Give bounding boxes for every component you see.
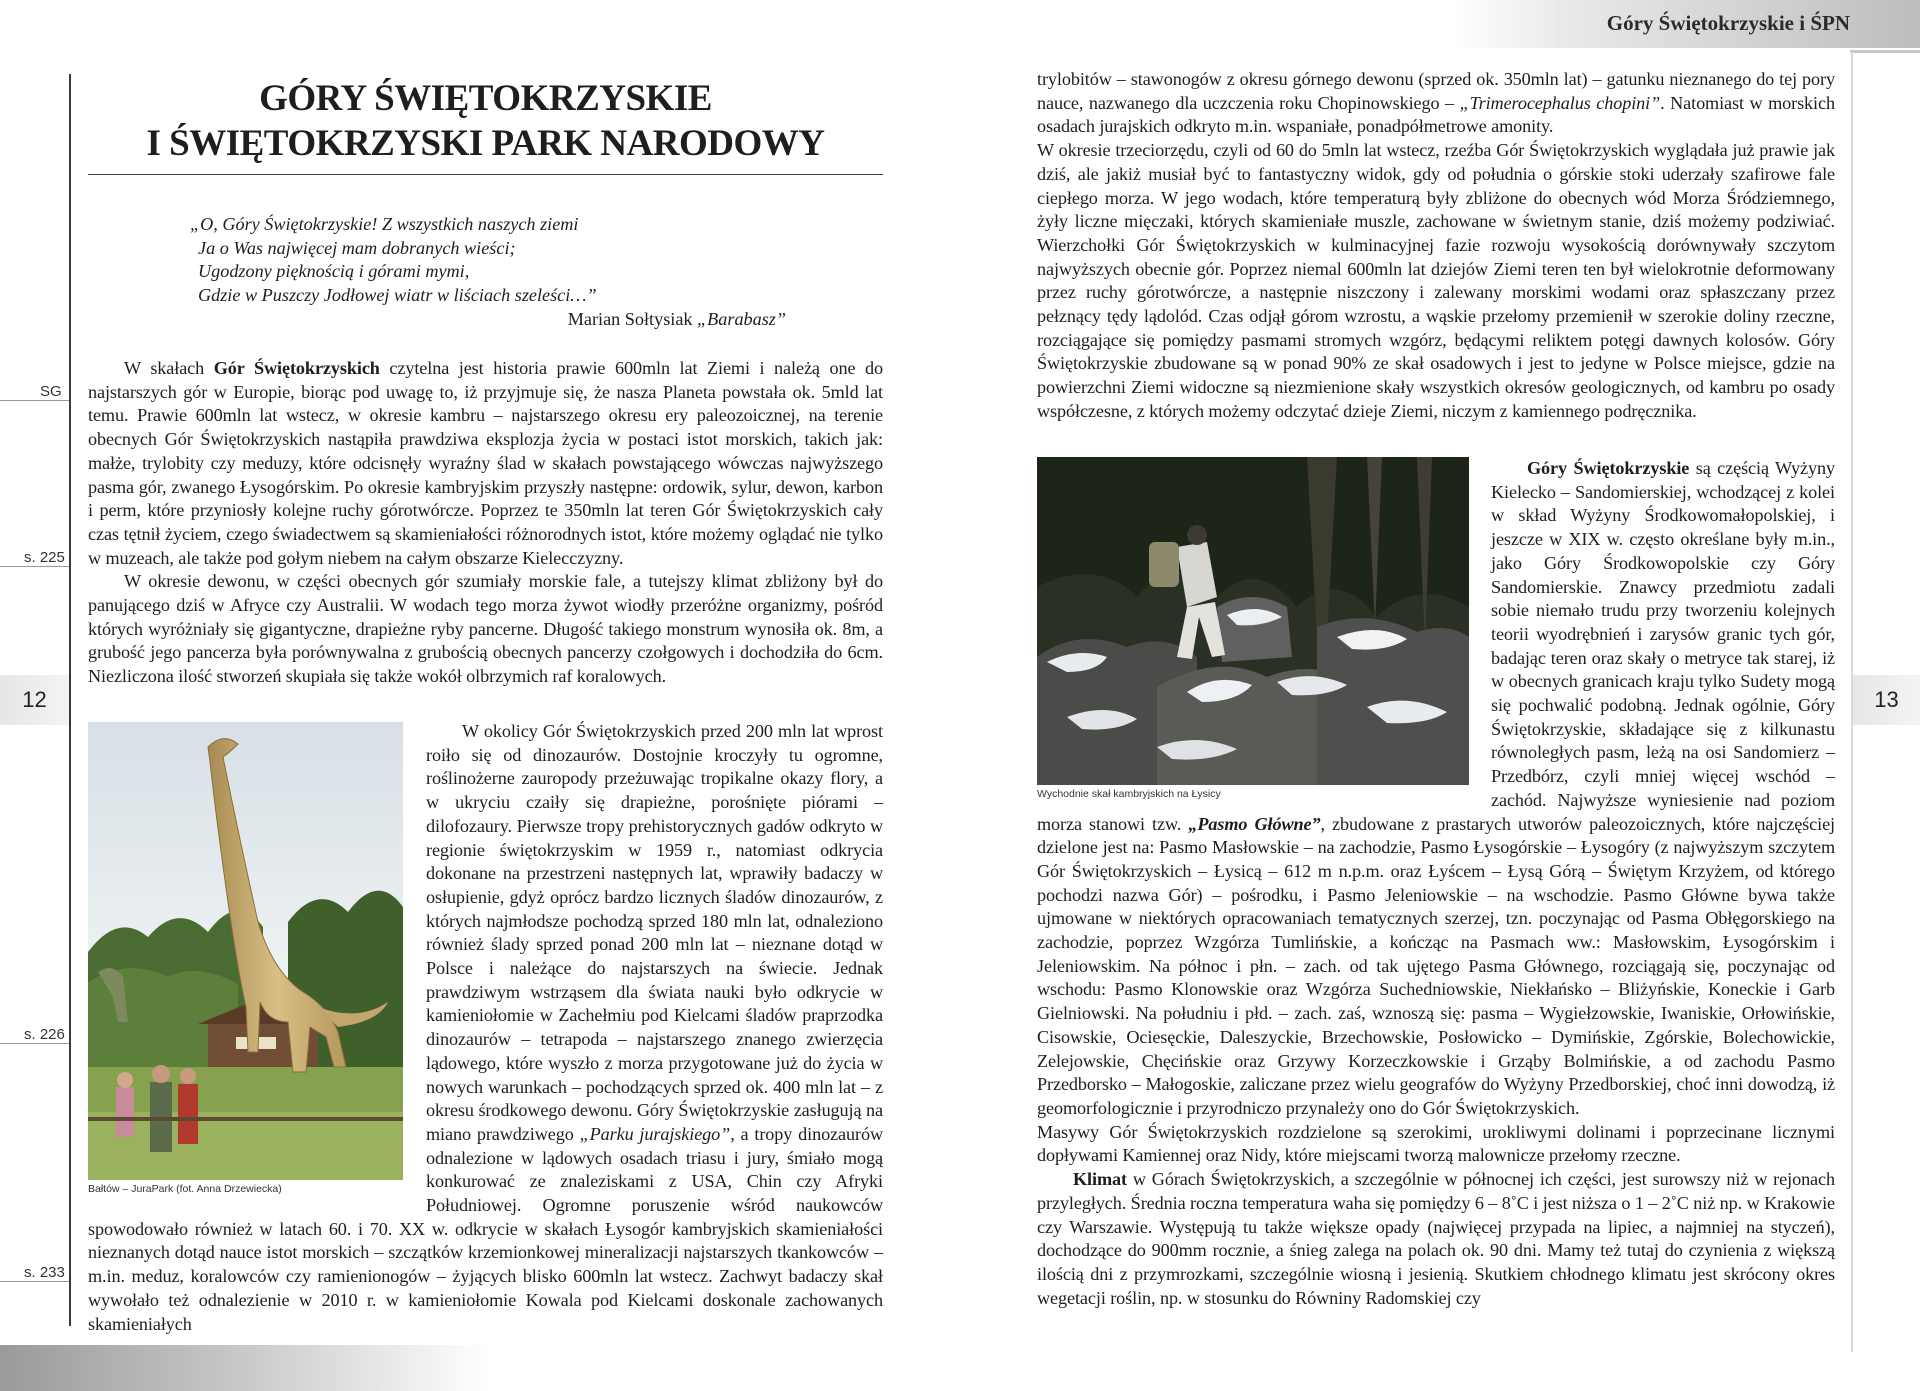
title-underline bbox=[88, 174, 883, 175]
epigraph bbox=[190, 213, 790, 332]
paragraph-left-2: W okresie dewonu, w części obecnych gór szumiały morskie fale, a tutejszy klimat zbliżony był do panującego dziś w Afryce czy Australii. W wodach tego morza żywot wiodły przeróżne organizmy, pośród których wyróżniały się gigantyczne, drapieżne ryby pancerne. Długość takiego monstrum wynosiła ok. 8m, a grubość jego pancerza była porównywalna z grubością obecnych pancerzy czołgowych i dochodziła do 6cm. Niezliczona ilość stworzeń skupiała się także wokół olbrzymich raf koralowych. bbox=[88, 571, 883, 687]
emphasis: Góry Świętokrzyskie bbox=[1527, 458, 1690, 478]
paragraph-right-3: Góry Świętokrzyskie są częścią Wyżyny Kielecko – Sandomierskiej, wchodzącej z kolei w skład Wyżyny Środkowomałopolskiej, i jeszcze w XIX w. często określane były m.in., jako Góry Środkowopolskie czy Góry Sandomierskie. Znawcy przedmiotu zadali sobie niemało trudu przy tworzeniu kolejnych teorii wyodrębnień i zarysów granic tych gór, badając teren oraz skały o metryce tak starej, iż w obecnych granicach kraju tylko Sudety mogą się pochwalić podobną. Jednak ogólnie, Góry Świętokrzyskie, składające się z kilkunastu równoległych pasm, leżą na osi Sandomierz – Przedbórz, czyli mniej więcej wschód – zachód. Najwyższe wyniesienie nad poziom morza stanowi tzw. „Pasmo Główne”, zbudowane z prastarych utworów paleozoicznych, które najczęściej dzielone jest na: Pasmo Masłowskie – na zachodzie, Pasmo Łysogórskie – Łysogóry (z najwyższym szczytem Gór Świętokrzyskich – Łysicą – 612 m n.p.m. oraz Łyścem – Łysą Górą – Świętym Krzyżem, od którego pochodzi nazwa Gór) – pośrodku, i Pasmo Jeleniowskie – na wschodzie. Pasmo Główne bywa także ujmowane w niektórych opracowaniach tematycznych szerzej, tzn. poczynając od Pasma Obłęgorskiego na zachodzie, poprzez Wzgórza Tumlińskie, a kończąc na Pasmach ww.: Masłowskim, Łysogórskim i Jeleniowskim. Na północ i płn. – zach. od tak ujętego Pasma Głównego, rozciągają się, poczynając od wschodu: Pasmo Klonowskie oraz Wzgórza Suchedniowskie, Niekłańsko – Bliżyńskie, Koneckie i Garb Gielniowski. Na południu i płd. – zach. zaś, wznoszą się: pasma – Wygiełzowskie, Iwaniskie, Orłowińskie, Cisowskie, Ociesęckie, Daleszyckie, Brzechowskie, Posłowicko – Dymińskie, Zgórskie, Bolechowickie, Zelejowskie, Chęcińskie oraz Grzywy Korzeczkowskie i Grząby Bolmińskie, a od zachodu Pasmo Przedborsko – Małogoskie, zaliczane przez wielu geografów do Wyżyny Przedborskiej, choć inni dowodzą, iż geomorfologicznie i przyrodniczo przynależy ono do Gór Świętokrzyskich. bbox=[1037, 458, 1835, 1118]
epigraph-line: Ugodzony pięknością i górami mymi, bbox=[198, 261, 470, 282]
chapter-title-line2: I ŚWIĘTOKRZYSKI PARK NARODOWY bbox=[146, 123, 825, 164]
page-number-right: 13 bbox=[1853, 675, 1920, 725]
emphasis: Gór Świętokrzyskich bbox=[213, 358, 380, 378]
left-text-top bbox=[88, 357, 883, 689]
photo-figure-left bbox=[88, 722, 408, 1197]
paragraph-right-4: Masywy Gór Świętokrzyskich rozdzielone są szerokimi, urokliwymi dolinami i poprzecinane licznymi dopływami Kamiennej oraz Nidy, które miejscami tworzą malownicze przełomy rzeczne. bbox=[1037, 1121, 1835, 1166]
emphasis: Klimat bbox=[1073, 1169, 1127, 1190]
epigraph-author-name: Marian Sołtysiak bbox=[567, 308, 693, 329]
chapter-title-line1: GÓRY ŚWIĘTOKRZYSKIE bbox=[259, 78, 712, 119]
chapter-title bbox=[88, 76, 883, 166]
epigraph-line: „O, Góry Świętokrzyskie! Z wszystkich naszych ziemi bbox=[190, 214, 579, 234]
epigraph-author-alias: „Barabasz” bbox=[697, 308, 786, 329]
emphasis: „Trimerocephalus chopini” bbox=[1459, 92, 1661, 113]
margin-ref-s226: s. 226 bbox=[24, 1026, 65, 1043]
emphasis: „Parku jurajskiego” bbox=[579, 1123, 731, 1144]
header-rule bbox=[1850, 50, 1920, 53]
left-margin-rule bbox=[69, 74, 71, 1326]
margin-tick bbox=[0, 566, 69, 567]
paragraph-right-5: Klimat w Górach Świętokrzyskich, a szczególnie w północnej ich części, jest surowszy niż w rejonach przyległych. Średnia roczna temperatura waha się pomiędzy 6 – 8˚C i jest niższa o 1 – 2˚C niż np. w Krakowie czy Warszawie. Występują tu także większe opady (najwięcej przypada na lipiec, a najmniej na styczeń), dochodzące do 900mm rocznie, a śnieg zalega na polach ok. 90 dni. Mamy też tutaj do czynienia z większą ilością dni z przymrozkami, szczególnie wiosną i jesienią. Skutkiem chłodnego klimatu jest skrócony okres wegetacji roślin, np. w stosunku do Równiny Radomskiej czy bbox=[1037, 1169, 1835, 1308]
margin-ref-s233: s. 233 bbox=[24, 1264, 65, 1281]
running-title: Góry Świętokrzyskie i ŚPN bbox=[1606, 11, 1850, 35]
photo-figure-right bbox=[1037, 457, 1487, 807]
margin-tick bbox=[0, 400, 69, 401]
page-number-left: 12 bbox=[0, 675, 69, 725]
photo-jurapark bbox=[88, 722, 403, 1180]
footer-bar bbox=[0, 1345, 490, 1391]
paragraph-left-1: W skałach Gór Świętokrzyskich czytelna jest historia prawie 600mln lat Ziemi i należą one do najstarszych gór w Europie, biorąc pod uwagę to, iż przyjmuje się, że nasza Planeta powstała ok. 5mld lat temu. Prawie 600mln lat wstecz, w okresie kambru – najstarszego okresu ery paleozoicznej, na terenie obecnych Gór Świętokrzyskich nastąpiła prawdziwa eksplozja życia w postaci istot morskich, takich jak: małże, trylobity czy meduzy, które odcisnęły wyraźny ślad w skałach powstającego wówczas najwyższego pasma gór, zwanego Łysogórskim. Po okresie kambryjskim przyszły następne: ordowik, sylur, dewon, karbon i perm, które przyniosły kolejne ruchy górotwórcze. Poprzez te 350mln lat teren Gór Świętokrzyskich cały czas tętnił życiem, czego świadectwem są skamieniałości różnorodnych istot, które możemy oglądać nie tylko w muzeach, ale także pod gołym niebem na całym obszarze Kielecczyzny. bbox=[88, 358, 883, 568]
left-photo-block bbox=[88, 720, 883, 1336]
margin-ref-s225: s. 225 bbox=[24, 549, 65, 566]
dinosaur-park-image bbox=[88, 722, 403, 1180]
margin-ref-sg: SG bbox=[40, 383, 62, 400]
emphasis: „Pasmo Główne” bbox=[1188, 813, 1321, 834]
rock-field-image bbox=[1037, 457, 1469, 785]
paragraph-left-3: W okolicy Gór Świętokrzyskich przed 200 mln lat wprost roiło się od dinozaurów. Dostojnie kroczyły tu ogromne, roślinożerne zauropody przeżuwając tropikalne okazy flory, a w ukryciu czaiły się drapieżne, porośnięte piórami – dilofozaury. Pierwsze tropy prehistorycznych gadów odkryto w regionie świętokrzyskim w 1959 r., natomiast odkrycia dokonane na przestrzeni następnych lat, wprawiły badaczy w osłupienie, gdyż oprócz bardzo licznych śladów dinozaurów, z których najmłodsze pochodzą sprzed 180 mln lat, odnaleziono również ślady sprzed ponad 200 mln lat – nieznane dotąd w Polsce i należące do najstarszych na świecie. Jednak prawdziwym wstrząsem dla świata nauki było odkrycie w kamieniołomie w Zachełmiu pod Kielcami śladów praprzodka dinozaurów – tetrapoda – najstarszego znanego zwierzęcia lądowego, które wyszło z morza przygotowane już do życia w nowych warunkach – pochodzących sprzed ok. 400 mln lat – z okresu środkowego dewonu. Góry Świętokrzyskie zasługują na miano prawdziwego „Parku jurajskiego”, a tropy dinozaurów odnalezione w lądowych osadach triasu i jury, śmiało mogą konkurować ze znaleziskami z USA, Chin czy Afryki Południowej. Ogromne poruszenie wśród naukowców spowodowało również w latach 60. i 70. XX w. odkrycie w skałach Łysogór kambryjskich skamieniałości nieznanych dotąd nauce istot morskich – szczątków krzemionkowej mineralizacji najstarszych tkankowców – m.in. meduz, koralowców czy ramienionogów – żyjących blisko 600mln lat wstecz. Zachwyt badaczy skał wywołało też odnalezienie w 2010 r. w kamieniołomie Kowala pod Kielcami doskonale zachowanych skamieniałych bbox=[88, 721, 883, 1334]
margin-tick bbox=[0, 1281, 69, 1282]
photo-lysica bbox=[1037, 457, 1469, 785]
right-photo-block bbox=[1037, 457, 1835, 1310]
epigraph-line: Gdzie w Puszczy Jodłowej wiatr w liściach szeleści…” bbox=[198, 285, 597, 306]
paragraph-right-2: W okresie trzeciorzędu, czyli od 60 do 5mln lat wstecz, rzeźba Gór Świętokrzyskich wyglądała już prawie jak dziś, ale jakiż musiał być to fantastyczny widok, gdy od południa o górskie stoki uderzały szafirowe fale ciepłego morza. W jego wodach, które temperaturą były zbliżone do obecnych wód Morza Śródziemnego, żyły liczne mięczaki, których skamieniałe muszle, zachowane w świetnym stanie, dziś możemy podziwiać. Wierzchołki Gór Świętokrzyskich w kulminacyjnej fazie rozwoju wysokością dorównywały szczytom najwyższych obecnie gór. Poprzez niemal 600mln lat dziejów Ziemi teren ten był wielokrotnie deformowany przez ruchy górotwórcze, a następnie niszczony i zalewany morskimi wodami oraz spłaszczany przez pełznący tędy lądolód. Czas odjął górom wzrostu, a wąskie przełomy przemienił w szerokie doliny rzeczne, rozciągające się pomiędzy pasmami stromych wzgórz, będącymi reliktem potęgi dawnych kolosów. Góry Świętokrzyskie zbudowane są w ponad 90% ze skał osadowych i jest to jedyne w Polsce miejsce, gdzie na powierzchni Ziemi widoczne są niezmienione skały wszystkich okresów geologicznych, od kambru po osady współczesne, z których możemy odczytać dzieje Ziemi, niczym z kamiennego podręcznika. bbox=[1037, 140, 1835, 421]
epigraph-author bbox=[190, 308, 790, 332]
right-text-top bbox=[1037, 68, 1835, 424]
margin-tick bbox=[0, 1043, 69, 1044]
photo-caption-right: Wychodnie skał kambryjskich na Łysicy bbox=[1037, 788, 1221, 800]
paragraph-right-1: trylobitów – stawonogów z okresu górnego dewonu (sprzed ok. 350mln lat) – gatunku nieznanego do tej pory nauce, nazwanego dla uczczenia roku Chopinowskiego – „Trimerocephalus chopini”. Natomiast w morskich osadach jurajskich odkryto m.in. wspaniałe, ponadpółmetrowe amonity. bbox=[1037, 69, 1835, 137]
epigraph-line: Ja o Was najwięcej mam dobranych wieści; bbox=[198, 237, 516, 258]
photo-caption-left: Bałtów – JuraPark (fot. Anna Drzewiecka) bbox=[88, 1183, 282, 1195]
